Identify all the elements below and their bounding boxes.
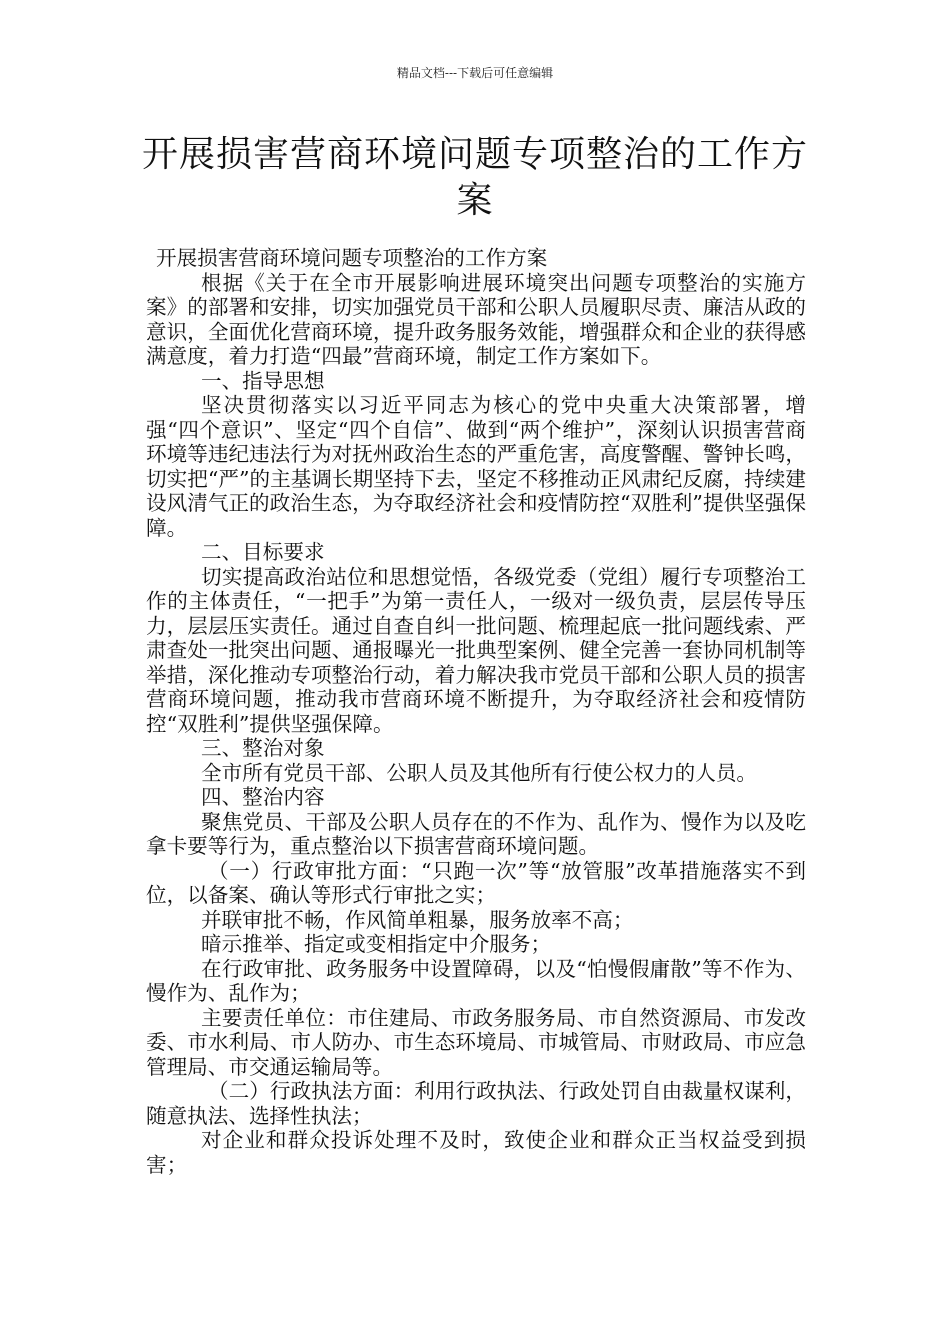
section-heading-guiding-thought: 一、指导思想 bbox=[201, 368, 325, 393]
document-title: 开展损害营商环境问题专项整治的工作方案 bbox=[141, 134, 808, 221]
list-item-administrative-enforcement: （二）行政执法方面：利用行政执法、行政处罚自由裁量权谋利，随意执法、选择性执法； bbox=[146, 1079, 806, 1128]
body-paragraph: 对企业和群众投诉处理不及时，致使企业和群众正当权益受到损害； bbox=[146, 1128, 806, 1177]
list-item-administrative-approval: （一）行政审批方面：“只跑一次”等“放管服”改革措施落实不到位，以备案、确认等形式行审批之实； bbox=[146, 858, 806, 907]
subtitle-paragraph: 开展损害营商环境问题专项整治的工作方案 bbox=[156, 246, 548, 270]
header-note: 精品文档---下载后可任意编辑 bbox=[396, 66, 554, 80]
body-paragraph: 切实提高政治站位和思想觉悟，各级党委（党组）履行专项整治工作的主体责任，“一把手”为第一责任人，一级对一级负责，层层传导压力，层层压实责任。通过自查自纠一批问题、梳理起底一批问题线索、严肃查处一批突出问题、通报曝光一批典型案例、健全完善一套协同机制等举措，深化推动专项整治行动，着力解决我市党员干部和公职人员的损害营商环境问题，推动我市营商环境不断提升，为夺取经济社会和疫情防控“双胜利”提供坚强保障。 bbox=[146, 564, 806, 736]
document-body bbox=[146, 246, 806, 1177]
section-heading-content: 四、整治内容 bbox=[201, 785, 325, 809]
body-paragraph: 聚焦党员、干部及公职人员存在的不作为、乱作为、慢作为以及吃拿卡要等行为，重点整治以下损害营商环境问题。 bbox=[146, 809, 806, 858]
body-paragraph: 在行政审批、政务服务中设置障碍，以及“怕慢假庸散”等不作为、慢作为、乱作为； bbox=[146, 956, 806, 1005]
section-heading-goals: 二、目标要求 bbox=[201, 540, 325, 564]
body-paragraph: 并联审批不畅，作风简单粗暴，服务放率不高； bbox=[201, 907, 634, 932]
body-paragraph: 全市所有党员干部、公职人员及其他所有行使公权力的人员。 bbox=[201, 760, 758, 785]
body-paragraph: 主要责任单位：市住建局、市政务服务局、市自然资源局、市发改委、市水利局、市人防办、市生态环境局、市城管局、市财政局、市应急管理局、市交通运输局等。 bbox=[146, 1005, 806, 1079]
body-paragraph: 暗示推举、指定或变相指定中介服务； bbox=[201, 932, 552, 956]
intro-paragraph: 根据《关于在全市开展影响进展环境突出问题专项整治的实施方案》的部署和安排，切实加强党员干部和公职人员履职尽责、廉洁从政的意识，全面优化营商环境，提升政务服务效能，增强群众和企业的获得感满意度，着力打造“四最”营商环境，制定工作方案如下。 bbox=[146, 270, 806, 368]
body-paragraph: 坚决贯彻落实以习近平同志为核心的党中央重大决策部署，增强“四个意识”、坚定“四个自信”、做到“两个维护”，深刻认识损害营商环境等违纪违法行为对抚州政治生态的严重危害，高度警醒、警钟长鸣，切实把“严”的主基调长期坚持下去，坚定不移推动正风肃纪反腐，持续建设风清气正的政治生态，为夺取经济社会和疫情防控“双胜利”提供坚强保障。 bbox=[146, 393, 806, 540]
section-heading-targets: 三、整治对象 bbox=[201, 736, 325, 760]
